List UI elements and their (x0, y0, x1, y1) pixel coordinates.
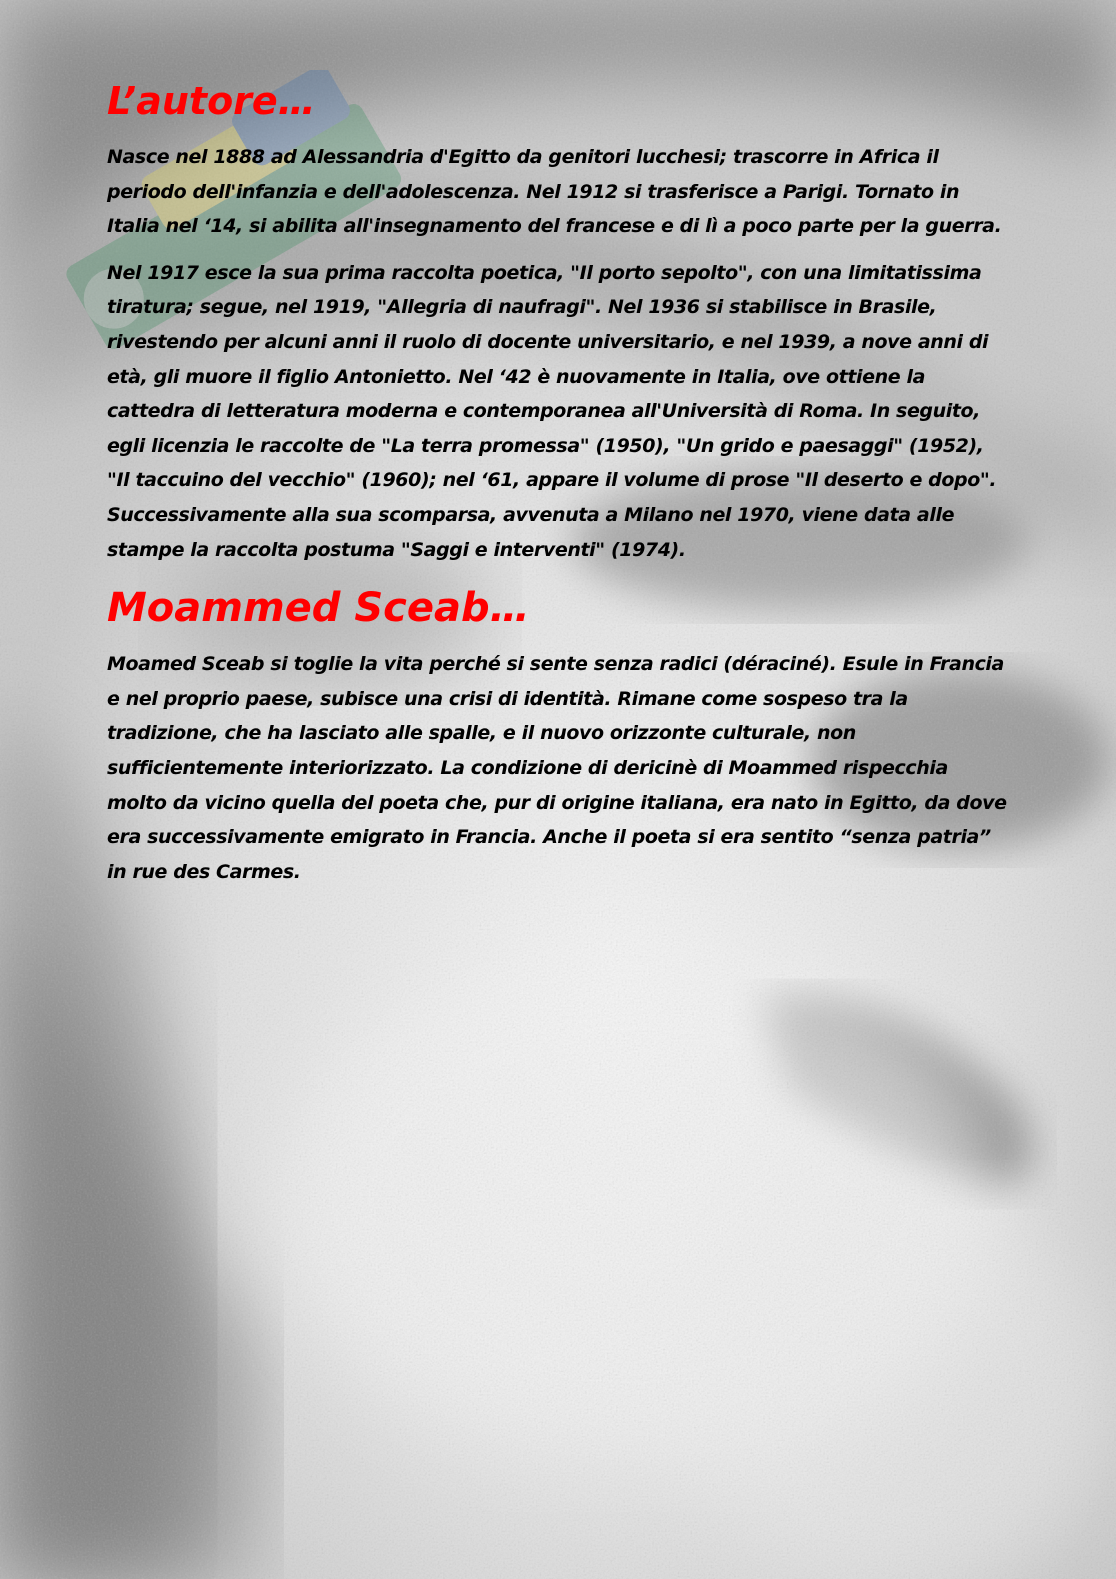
heading-moammed: Moammed Sceab… (107, 585, 530, 632)
author-paragraph-2: Nel 1917 esce la sua prima raccolta poetica, "Il porto sepolto", con una limitatissima tiratura; segue, nel 1919, "Allegria di naufragi". Nel 1936 si stabilisce in Brasile, rivestendo per alcuni anni il ruolo di docente universitario, e nel 1939, a nove anni di età, gli muore il figlio Antonietto. Nel ‘42 è nuovamente in Italia, ove ottiene la cattedra di letteratura moderna e contemporanea all'Università di Roma. In seguito, egli licenzia le raccolte de "La terra promessa" (1950), "Un grido e paesaggi" (1952), "Il taccuino del vecchio" (1960); nel ‘61, appare il volume di prose "Il deserto e dopo". Successivamente alla sua scomparsa, avvenuta a Milano nel 1970, viene data alle stampe la raccolta postuma "Saggi e interventi" (1974). (107, 261, 997, 561)
author-paragraph-1: Nasce nel 1888 ad Alessandria d'Egitto da genitori lucchesi; trascorre in Africa il periodo dell'infanzia e dell'adolescenza. Nel 1912 si trasferisce a Parigi. Tornato in Italia nel ‘14, si abilita all'insegnamento del francese e di lì a poco parte per la guerra. (107, 146, 1002, 238)
moammed-paragraph-1: Moamed Sceab si toglie la vita perché si sente senza radici (déraciné). Esule in Francia e nel proprio paese, subisce una crisi di identità. Rimane come sospeso tra la tradizione, che ha lasciato alle spalle, e il nuovo orizzonte culturale, non sufficientemente interiorizzato. La condizione di dericinè di Moammed rispecchia molto da vicino quella del poeta che, pur di origine italiana, era nato in Egitto, da dove era successivamente emigrato in Francia. Anche il poeta si era sentito “senza patria” in rue des Carmes. (107, 653, 1007, 883)
document-content (107, 72, 1012, 889)
heading-author: L’autore… (107, 79, 316, 123)
